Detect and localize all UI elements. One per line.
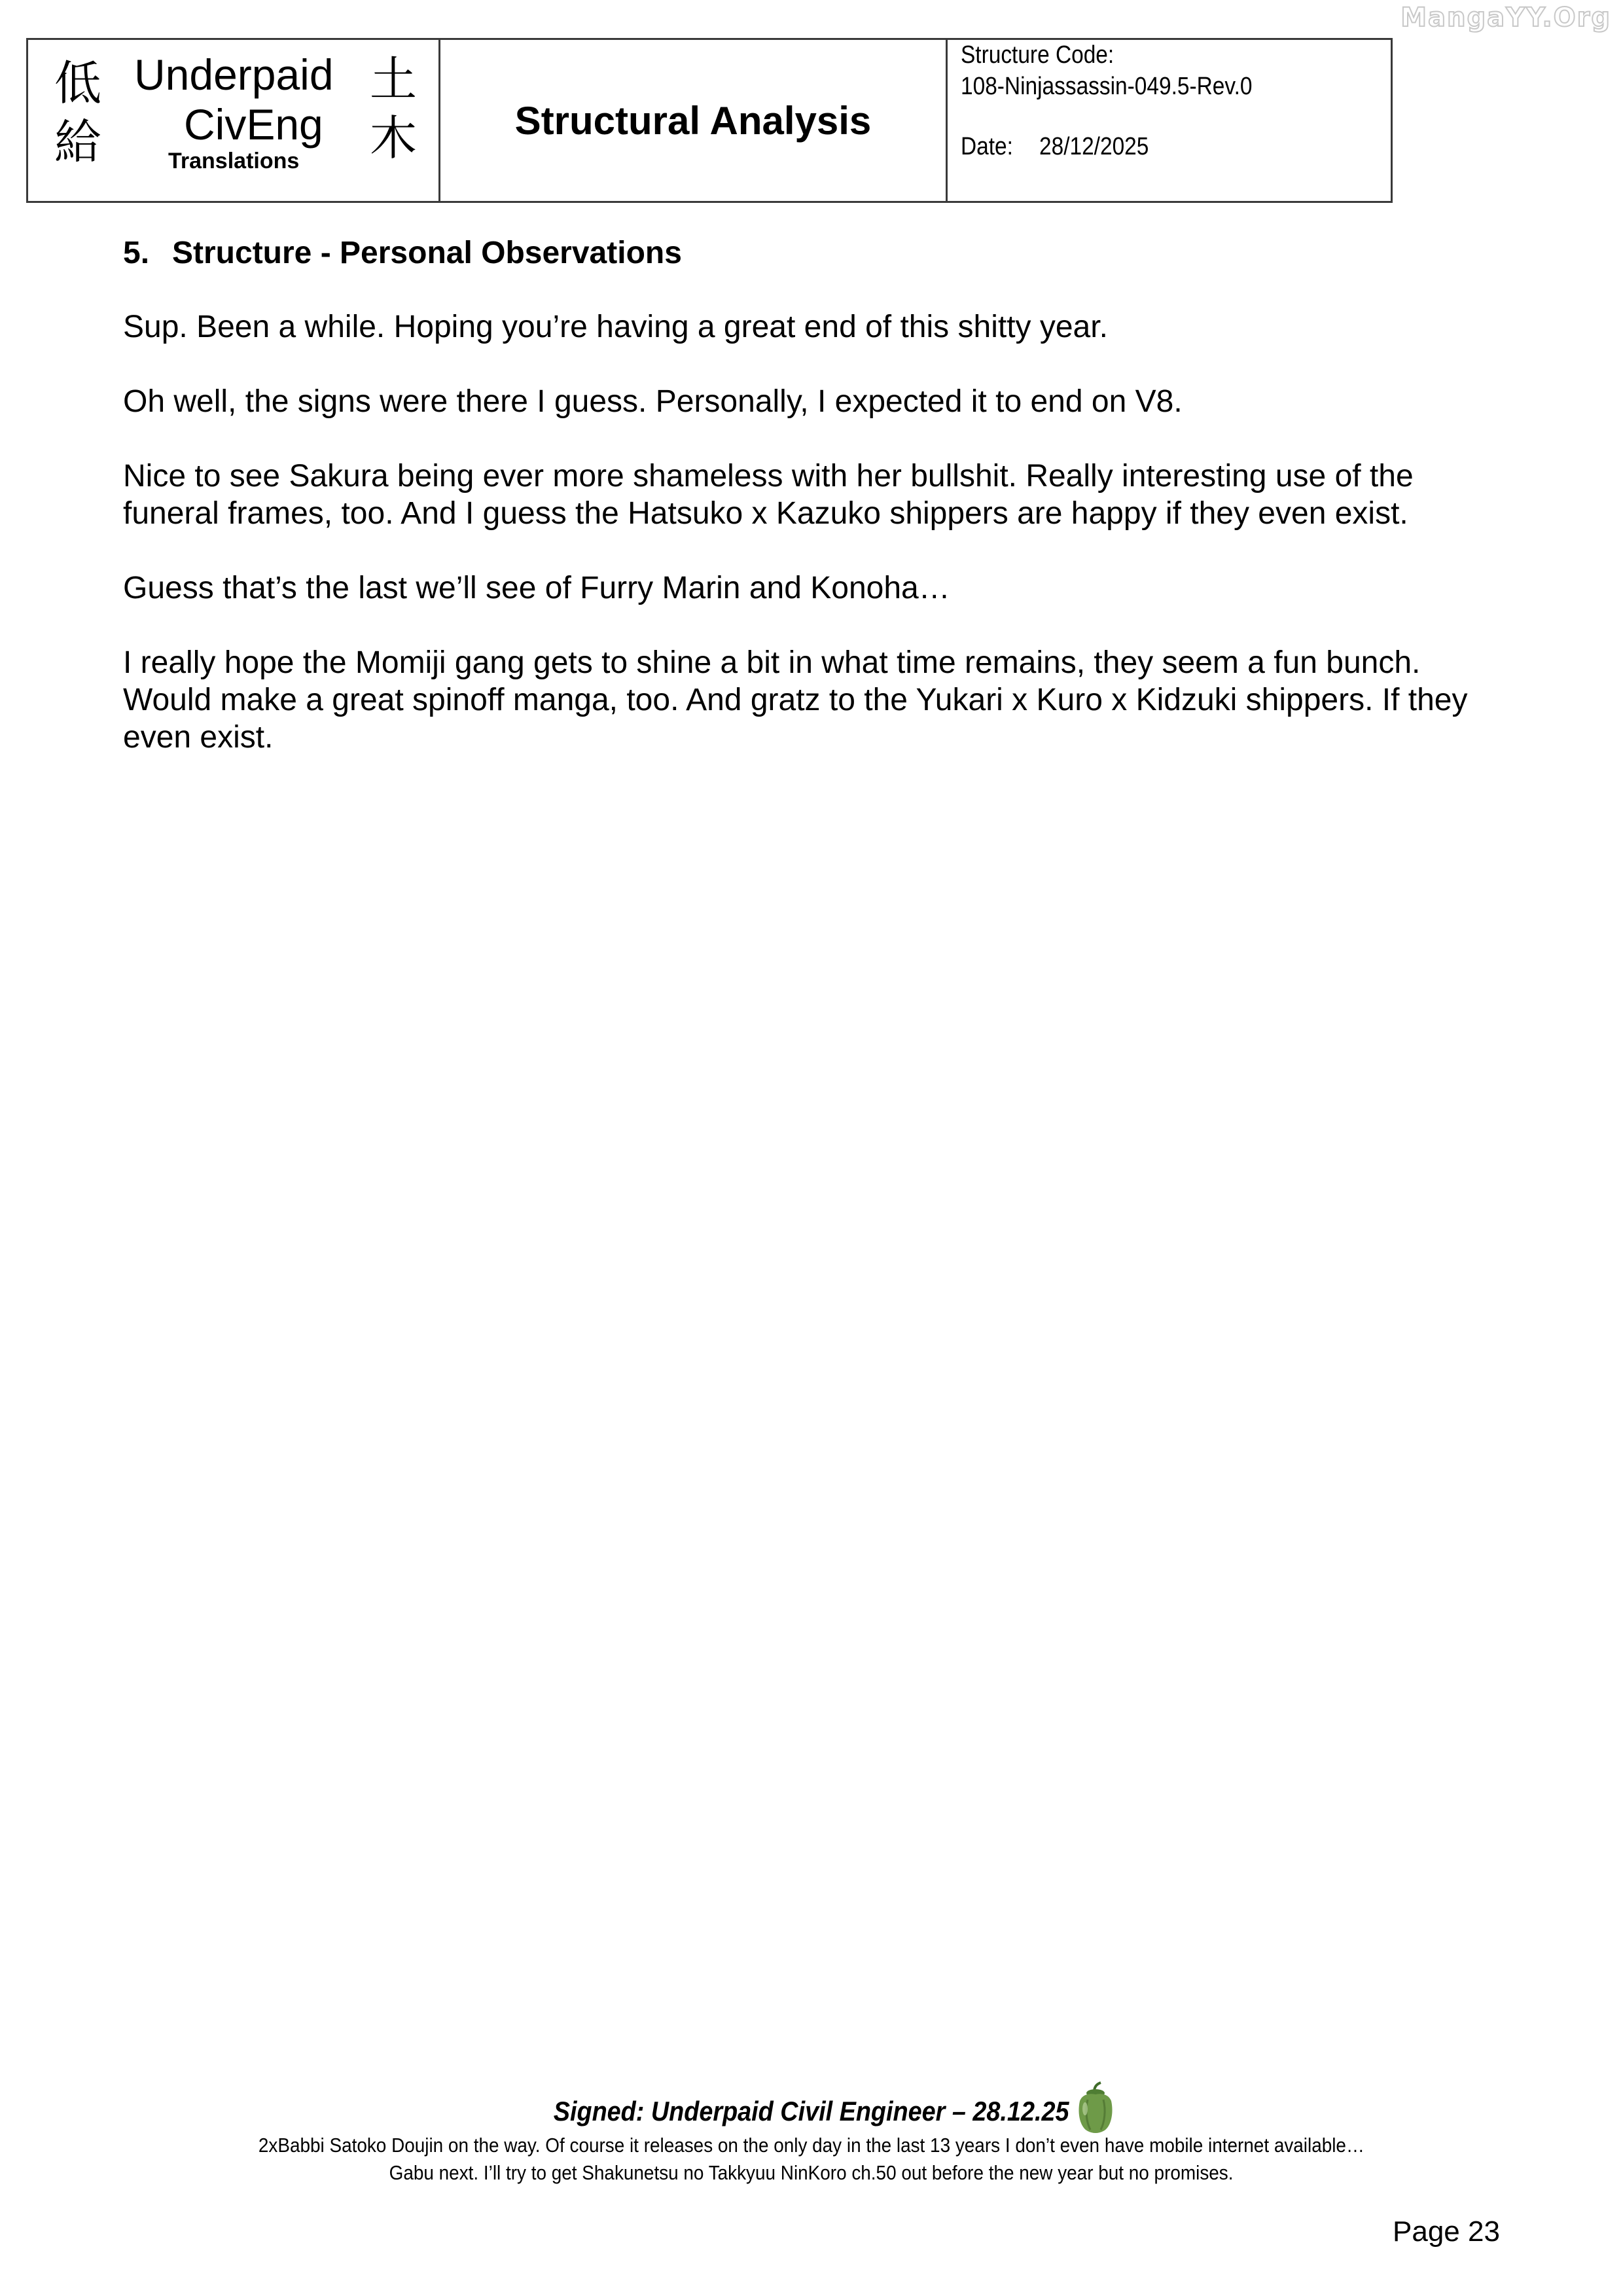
structure-code: 108-Ninjassassin-049.5-Rev.0 (961, 73, 1253, 100)
signature-line (0, 2096, 1623, 2127)
meta-block (948, 40, 1391, 201)
footnote-text-2: Gabu next. I’ll try to get Shakunetsu no Takkyuu NinKoro ch.50 out before the new year but no promises. (389, 2161, 1234, 2184)
page-number: Page 23 (1393, 2215, 1500, 2248)
paragraph: Sup. Been a while. Hoping you’re having a great end of this shitty year. (123, 310, 1108, 344)
logo-subtitle: Translations (168, 149, 300, 173)
logo-name-line2: CivEng (184, 100, 323, 149)
signature-text: Signed: Underpaid Civil Engineer – 28.12.25 (554, 2096, 1069, 2126)
structure-code-label: Structure Code: (961, 41, 1115, 69)
document-header (26, 38, 1393, 203)
section-number: 5. (123, 236, 150, 270)
logo-name-line1: Underpaid (134, 50, 334, 99)
logo-block (28, 40, 440, 201)
watermark: MangaYY.Org (1400, 3, 1611, 33)
document-title: Structural Analysis (514, 98, 872, 143)
logo-kanji-right-bottom: 木 (370, 111, 418, 166)
paragraph: Nice to see Sakura being ever more shameless with her bullshit. Really interesting use of the funeral frames, too. And I guess the Hatsuko x Kazuko shippers are happy if they even exist. (123, 459, 1414, 531)
logo-kanji-right-top: 土 (370, 52, 418, 107)
title-block (440, 40, 948, 201)
section-heading (123, 234, 1497, 272)
paragraph: Guess that’s the last we’ll see of Furry Marin and Konoha… (123, 571, 950, 605)
footnote-text-1: 2xBabbi Satoko Doujin on the way. Of course it releases on the only day in the last 13 years I don’t even have mobile internet available… (259, 2134, 1364, 2157)
logo-kanji-left-top: 低 (54, 56, 102, 111)
section-title: Structure - Personal Observations (172, 236, 682, 270)
date-label: Date: (961, 133, 1013, 160)
paragraph: Oh well, the signs were there I guess. Personally, I expected it to end on V8. (123, 384, 1183, 419)
footnote-line-2 (0, 2161, 1623, 2185)
logo-kanji-left-bottom: 給 (54, 115, 102, 170)
paragraph: I really hope the Momiji gang gets to shine a bit in what time remains, they seem a fun bunch. Would make a great spinoff manga, too. And gratz to the Yukari x Kuro x Kidzuki shippers. If they even exist. (123, 645, 1468, 755)
footnote-line-1 (0, 2134, 1623, 2157)
section-content (123, 234, 1497, 793)
green-pepper-icon (1071, 2081, 1120, 2134)
date-value: 28/12/2025 (1039, 133, 1149, 160)
